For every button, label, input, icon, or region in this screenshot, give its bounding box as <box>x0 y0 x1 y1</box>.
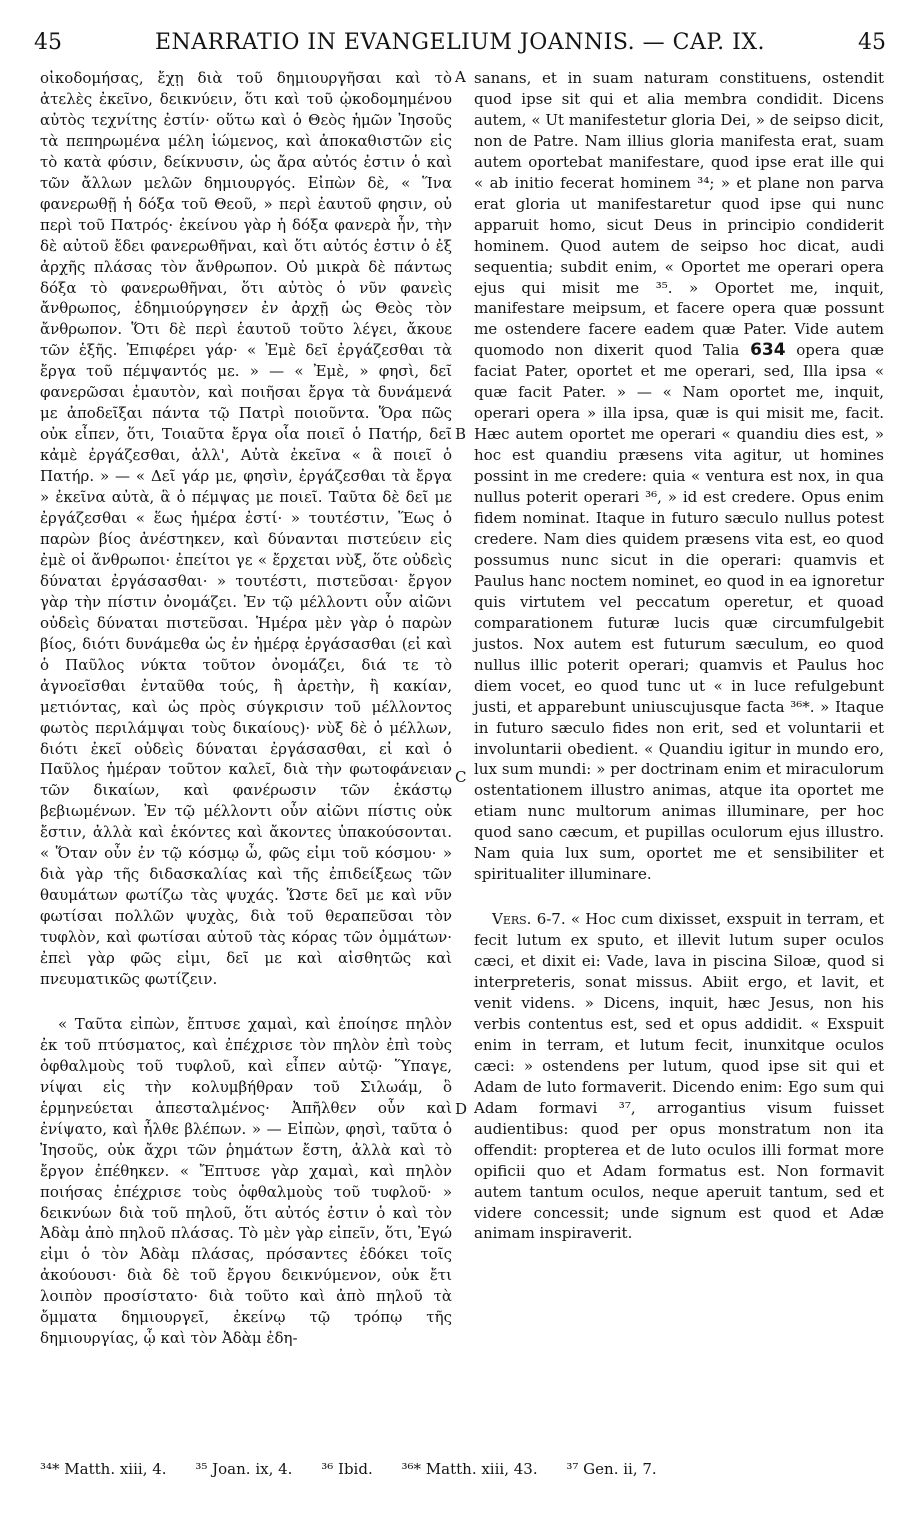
margin-letter-d: D <box>455 1100 468 1118</box>
latin-paragraph-1-text-b: opera quæ faciat Pater, oportet et me operari, sed, Illa ipsa « quæ facit Pater. » — « Nam oportet me, inquit, operari opera » illa ipsa, quæ is qui misit me, facit. Hæc autem oportet me operari « quandiu dies est, » hoc est quandiu præsens vita agitur, ut homines possint in me credere: quia « ventura est nox, in qua nullus poterit operari ³⁶, » id est credere. Opus enim fidem nominat. Itaque in futuro sæculo nullus potest credere. Nam dies quidem præsens vita est, eo quod possumus nunc sicut in die operari: quamvis et Paulus hanc noctem nominet, eo quod in ea ignoretur quis virtutem vel peccatum operetur, et quoad comparationem futuræ lucis quæ circumfulgebit justos. Nox autem est futurum sæculum, eo quod nullus illic poterit operari; quamvis et Paulus hoc diem vocet, eo quod tunc ut « in luce refulgebunt justi, et apparebunt uniuscujusque facta ³⁶*. » Itaque in futuro sæculo fides non erit, sed et voluntarii et involuntarii obedient. « Quandiu igitur in mundo ero, lux sum mundi: » per doctrinam enim et miraculorum ostentationem illustro animas, atque ita oportet me etiam nunc multorum animas illuminare, per hoc quod sano cæcum, et pupillas oculorum ejus illustro. Nam quia lux sum, oportet me et sensibiliter et spiritualiter illuminare. <box>474 341 884 884</box>
running-title: ENARRATIO IN EVANGELIUM JOANNIS. — CAP. IX. <box>154 30 766 55</box>
footnote: ³⁶* Matth. xiii, 43. <box>401 1460 538 1478</box>
running-header <box>34 30 886 60</box>
page-number-left: 45 <box>34 30 62 55</box>
latin-paragraph-1 <box>474 68 884 885</box>
latin-paragraph-2 <box>474 909 884 1244</box>
greek-paragraph-2: « Ταῦτα εἰπὼν, ἔπτυσε χαμαὶ, καὶ ἐποίησε πηλὸν ἐκ τοῦ πτύσματος, καὶ ἐπέχρισε τὸν πηλὸν ἐπὶ τοὺς ὀφθαλμοὺς τοῦ τυφλοῦ, καὶ εἶπεν αὐτῷ· Ὕπαγε, νίψαι εἰς τὴν κολυμβήθραν τοῦ Σιλωάμ, ὃ ἑρμηνεύεται ἀπεσταλμένος· Ἀπῆλθεν οὖν καὶ ἐνίψατο, καὶ ἦλθε βλέπων. » — Εἰπὼν, φησὶ, ταῦτα ὁ Ἰησοῦς, οὐκ ἄχρι τῶν ῥημάτων ἔστη, ἀλλὰ καὶ τὸ ἔργον ἐπέθηκεν. « Ἔπτυσε γὰρ χαμαὶ, καὶ πηλὸν ποιήσας ἐπέχρισε τοὺς ὀφθαλμοὺς τοῦ τυφλοῦ· » δεικνύων διὰ τοῦ πηλοῦ, ὅτι αὐτός ἐστιν ὁ καὶ τὸν Ἀδὰμ ἀπὸ πηλοῦ πλάσας. Τὸ μὲν γὰρ εἰπεῖν, ὅτι, Ἐγώ εἰμι ὁ τὸν Ἀδὰμ πλάσας, πρόσαντες ἐδόκει τοῖς ἀκούουσι· διὰ δὲ τοῦ ἔργου δεικνύμενον, οὐκ ἔτι λοιπὸν προσίστατο· διὰ τοῦτο καὶ ἀπὸ πηλοῦ τὰ ὄμματα δημιουργεῖ, ἐκείνῳ τῷ τρόπῳ τῆς δημιουργίας, ᾧ καὶ τὸν Ἀδὰμ ἐδη- <box>40 1014 452 1348</box>
latin-paragraph-2-text: « Hoc cum dixisset, exspuit in terram, et fecit lutum ex sputo, et illevit lutum super oculos cæci, et dixit ei: Vade, lava in piscina Siloæ, quod si interpreteris, sonat missus. Abiit ergo, et lavit, et venit videns. » Dicens, inquit, hæc Jesus, non his verbis contentus est, sed et opus addidit. « Exspuit enim in terram, et lutum fecit, inunxitque oculos cæci: » ostendens per lutum, quod ipse sit qui et Adam de luto formaverit. Dicendo enim: Ego sum qui Adam formavi ³⁷, arrogantius visum fuisset audientibus: quod per opus monstratum non ita offendit: propterea et de luto oculos illi format more opificii quo et Adam formatus est. Non formavit autem tantum oculos, neque aperuit tantum, sed et videre concessit; unde signum est quod et Adæ animam inspiraverit. <box>474 910 884 1243</box>
greek-paragraph-1: οἰκοδομήσας, ἔχῃ διὰ τοῦ δημιουργῆσαι καὶ τὸ ἀτελὲς ἐκεῖνο, δεικνύειν, ὅτι καὶ τοῦ ᾠκοδομημένου αὐτὸς τεχνίτης ἐστίν· οὕτω καὶ ὁ Θεὸς ἡμῶν Ἰησοῦς τὰ πεπηρωμένα μέλη ἰώμενος, καὶ ἀποκαθιστῶν εἰς τὸ κατὰ φύσιν, δείκνυσιν, ὡς ἄρα αὐτός ἐστιν ὁ καὶ τῶν ἄλλων μελῶν δημιουργός. Εἰπὼν δὲ, « Ἵνα φανερωθῇ ἡ δόξα τοῦ Θεοῦ, » περὶ ἑαυτοῦ φησιν, οὐ περὶ τοῦ Πατρός· ἐκείνου γὰρ ἡ δόξα φανερὰ ἦν, τὴν δὲ αὐτοῦ ἔδει φανερωθῆναι, καὶ ὅτι αὐτός ἐστιν ὁ ἐξ ἀρχῆς πλάσας τὸν ἄνθρωπον. Οὐ μικρὰ δὲ πάντως δόξα τὸ φανερωθῆναι, ὅτι αὐτὸς ὁ νῦν φανεὶς ἄνθρωπος, ἐδημιούργησεν ἐν ἀρχῇ ὡς Θεὸς τὸν ἄνθρωπον. Ὅτι δὲ περὶ ἑαυτοῦ τοῦτο λέγει, ἄκουε τῶν ἑξῆς. Ἐπιφέρει γάρ· « Ἐμὲ δεῖ ἐργάζεσθαι τὰ ἔργα τοῦ πέμψαντός με. » — « Ἐμὲ, » φησὶ, δεῖ φανερῶσαι ἐμαυτὸν, καὶ ποιῆσαι ἔργα τὰ δυνάμενά με ἀποδεῖξαι πάντα τῷ Πατρὶ ποιοῦντα. Ὅρα πῶς οὐκ εἶπεν, ὅτι, Τοιαῦτα ἔργα οἷα ποιεῖ ὁ Πατήρ, δεῖ κἀμὲ ἐργάζεσθαι, ἀλλ', Αὐτὰ ἐκεῖνα « ἃ ποιεῖ ὁ Πατήρ. » — « Δεῖ γάρ με, φησὶν, ἐργάζεσθαι τὰ ἔργα » ἐκεῖνα αὐτὰ, ἃ ὁ πέμψας με ποιεῖ. Ταῦτα δὲ δεῖ με ἐργάζεσθαι « ἕως ἡμέρα ἐστί· » τουτέστιν, Ἕως ὁ παρὼν βίος ἀνέστηκεν, καὶ δύνανται πιστεύειν εἰς ἐμὲ οἱ ἄνθρωποι· ἐπείτοι γε « ἔρχεται νὺξ, ὅτε οὐδεὶς δύναται ἐργάσασθαι· » τουτέστι, πιστεῦσαι· ἔργον γὰρ τὴν πίστιν ὀνομάζει. Ἐν τῷ μέλλοντι οὖν αἰῶνι οὐδεὶς δύναται πιστεῦσαι. Ἡμέρα μὲν γὰρ ὁ παρὼν βίος, διότι δυνάμεθα ὡς ἐν ἡμέρᾳ ἐργάσασθαι (εἰ καὶ ὁ Παῦλος νύκτα τοῦτον ὀνομάζει, διά τε τὸ ἀγνοεῖσθαι ἐνταῦθα τούς, ἢ ἀρετὴν, ἢ κακίαν, μετιόντας, καὶ ὡς πρὸς σύγκρισιν τοῦ μέλλοντος φωτὸς περιλάμψαι τοὺς δικαίους)· νὺξ δὲ ὁ μέλλων, διότι ἐκεῖ οὐδεὶς δύναται ἐργάσασθαι, εἰ καὶ ὁ Παῦλος ἡμέραν τοῦτον καλεῖ, διὰ τὴν φωτοφάνειαν τῶν δικαίων, καὶ φανέρωσιν τῶν ἑκάστῳ βεβιωμένων. Ἐν τῷ μέλλοντι οὖν αἰῶνι πίστις οὐκ ἔστιν, ἀλλὰ καὶ ἑκόντες καὶ ἄκοντες ὑπακούσονται. « Ὅταν οὖν ἐν τῷ κόσμῳ ὦ, φῶς εἰμι τοῦ κόσμου· » διὰ γὰρ τῆς διδασκαλίας καὶ τῆς ἐπιδείξεως τῶν θαυμάτων φωτίζω τὰς ψυχάς. Ὥστε δεῖ με καὶ νῦν φωτίσαι πολλῶν ψυχὰς, διὰ τοῦ θεραπεῦσαι τὸν τυφλὸν, καὶ φωτίσαι αὐτοῦ τὰς κόρας τῶν ὀμμάτων· ἐπεὶ γὰρ φῶς εἰμι, δεῖ με καὶ αἰσθητῶς καὶ πνευματικῶς φωτίζειν. <box>40 69 452 988</box>
latin-paragraph-1-text-a: sanans, et in suam naturam constituens, ostendit quod ipse sit qui et alia membra condidit. Dicens autem, « Ut manifestetur gloria Dei, » de seipso dicit, non de Patre. Nam illius gloria manifesta erat, suam autem oportebat manifestare, quod ipse erat ille qui « ab initio fecerat hominem ³⁴; » et plane non parva erat gloria ut manifestaretur quod ipse qui nunc apparuit homo, sicut Deus in principio condiderit hominem. Quod autem de seipso hoc dicat, audi sequentia; subdit enim, « Oportet me operari opera ejus qui misit me ³⁵. » Oportet me, inquit, manifestare meipsum, et facere opera quæ possunt me ostendere facere eadem quæ Pater. Vide autem quomodo non dixerit quod Talia <box>474 69 884 360</box>
footnote: ³⁶ Ibid. <box>321 1460 373 1478</box>
greek-column <box>40 68 452 1349</box>
footnote: ³⁴* Matth. xiii, 4. <box>40 1460 167 1478</box>
margin-letter-a: A <box>455 68 466 86</box>
footnote: ³⁷ Gen. ii, 7. <box>566 1460 657 1478</box>
margin-letter-c: C <box>455 768 467 786</box>
column-number: 634 <box>750 340 786 361</box>
latin-column <box>474 68 884 1244</box>
page-number-right: 45 <box>858 30 886 55</box>
footnote: ³⁵ Joan. ix, 4. <box>195 1460 293 1478</box>
margin-letter-b: B <box>455 425 467 443</box>
verse-reference: Vers. 6-7. <box>492 910 566 929</box>
footnotes <box>40 1460 884 1478</box>
